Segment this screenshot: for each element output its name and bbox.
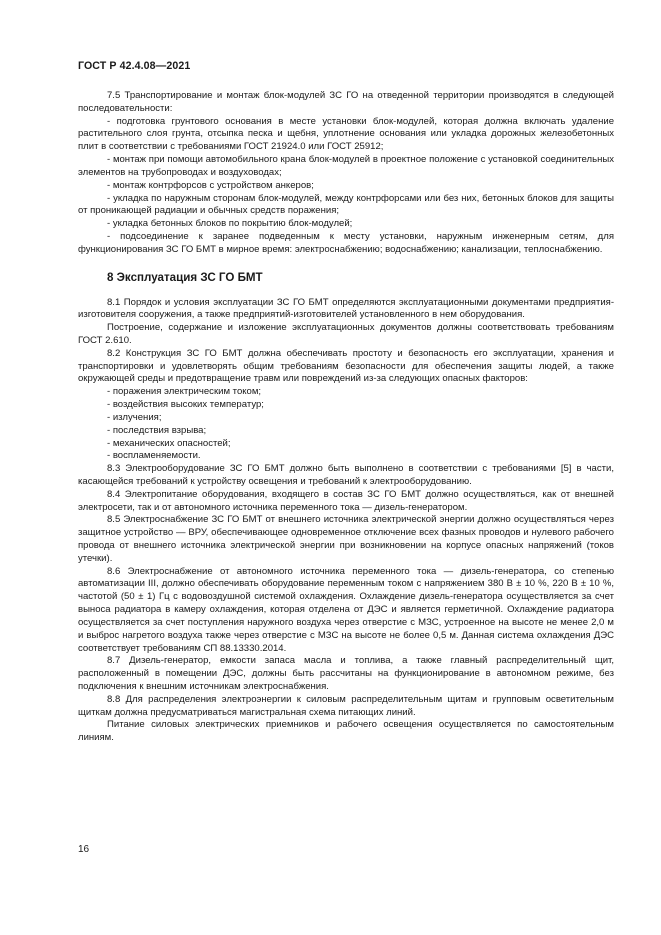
list-item-utility-connection: - подсоединение к заранее подведенным к месту установки, наружным инженерным сетям, для функционирования ЗС ГО БМТ в мирное время: электроснабжению; водоснабжению; канализации, теплоснабжению. <box>78 230 614 255</box>
paragraph-8-8: 8.8 Для распределения электроэнергии к силовым распределительным щитам и групповым осветительным щиткам должна предусматриваться магистральная схема питающих линий. <box>78 693 614 718</box>
document-designation: ГОСТ Р 42.4.08—2021 <box>78 60 191 72</box>
list-item: - воспламеняемости. <box>107 450 201 462</box>
list-item-concrete-blocks-roof: - укладка бетонных блоков по покрытию блок-модулей; <box>107 218 353 230</box>
paragraph-8-8-power: Питание силовых электрических приемников и рабочего освещения осуществляется по самостоятельным линиям. <box>78 719 614 744</box>
page-number: 16 <box>78 844 90 855</box>
list-item-crane-mounting: - монтаж при помощи автомобильного крана блок-модулей в проектное положение с установкой соединительных элементов на трубопроводах и воздуховодах; <box>78 154 614 178</box>
list-item: - воздействия высоких температур; <box>107 399 264 411</box>
paragraph-8-3: 8.3 Электрооборудование ЗС ГО БМТ должно быть выполнено в соответствии с требованиями [5] в части, касающейся требований к устройству освещения и требований к электрооборудованию. <box>78 463 614 487</box>
list-item: - последствия взрыва; <box>107 424 207 436</box>
paragraph-8-7: 8.7 Дизель-генератор, емкости запаса масла и топлива, а также главный распределительный щит, расположенный в помещении ДЭС, должны быть рассчитаны на функционирование в автономном режиме, без подключения к внешним источникам электроснабжения. <box>78 655 614 692</box>
paragraph-8-6: 8.6 Электроснабжение от автономного источника переменного тока — дизель-генератора, со степенью автоматизации III, должно обеспечивать оборудование переменным током с напряжением 380 В ± 10 %, 220 В ± 10 %, частотой (50 ± 1) Гц с водовоздушной системой охлаждения. Охлаждение дизель-генератора осуществляется за счет выноса радиатора в камеру охлаждения, которая отделена от ДЭС и является герметичной. Охлаждение радиатора осуществляется за счет поступления наружного воздуха через отверстие с МЗС, устроенное на высоте не менее 2,0 м и выброс нагретого воздуха также через отверстие с МЗС на высоте не более 0,5 м. Данная система охлаждения ДЭС соответствует требованиям СП 88.13330.2014. <box>78 565 614 654</box>
list-item: - механических опасностей; <box>107 437 231 449</box>
list-item-concrete-blocks-sides: - укладка по наружным сторонам блок-модулей, между контрфорсами или без них, бетонных блоков для защиты от проникающей радиации и обычных средств поражения; <box>78 192 614 217</box>
paragraph-8-4: 8.4 Электропитание оборудования, входящего в состав ЗС ГО БМТ должно осуществляться, как от внешней электросети, так и от автономного источника переменного тока — дизель-генератором. <box>78 488 614 513</box>
section-heading: 8 Эксплуатация ЗС ГО БМТ <box>107 270 263 284</box>
paragraph-7-5: 7.5 Транспортирование и монтаж блок-модулей ЗС ГО на отведенной территории производятся в следующей последовательности: <box>78 90 614 114</box>
list-item-ground-preparation: - подготовка грунтового основания в месте установки блок-модулей, которая должна включать удаление растительного слоя грунта, отсыпка песка и щебня, уплотнение основания или укладка дорожных железобетонных плит в соответствии с требованиями ГОСТ 21924.0 или ГОСТ 25912; <box>78 115 614 153</box>
paragraph-8-1: 8.1 Порядок и условия эксплуатации ЗС ГО БМТ определяются эксплуатационными документами предприятия-изготовителя сооружения, а также предприятий-изготовителей установленного в нем оборудования. <box>78 296 614 321</box>
list-item-buttress-mounting: - монтаж контрфорсов с устройством анкеров; <box>107 179 314 191</box>
paragraph-8-2: 8.2 Конструкция ЗС ГО БМТ должна обеспечивать простоту и безопасность его эксплуатации, хранения и транспортировки и удовлетворять общим требованиям безопасности для обеспечения защиты людей, а также окружающей среды и предотвращение травм или повреждений из-за следующих опасных факторов: <box>78 347 614 385</box>
document-body <box>78 90 614 745</box>
paragraph-8-1-docs: Построение, содержание и изложение эксплуатационных документов должны соответствовать требованиям ГОСТ 2.610. <box>78 322 614 346</box>
paragraph-8-5: 8.5 Электроснабжение ЗС ГО БМТ от внешнего источника электрической энергии должно осуществляться через защитное устройство — ВРУ, обеспечивающее одновременное отключение всех фазных проводов и нулевого рабочего провода от внешнего источника электрической энергии при возникновении на корпусе опасных напряжений (токов утечки). <box>78 514 614 564</box>
list-item: - поражения электрическим током; <box>107 386 262 398</box>
list-item: - излучения; <box>107 411 162 423</box>
